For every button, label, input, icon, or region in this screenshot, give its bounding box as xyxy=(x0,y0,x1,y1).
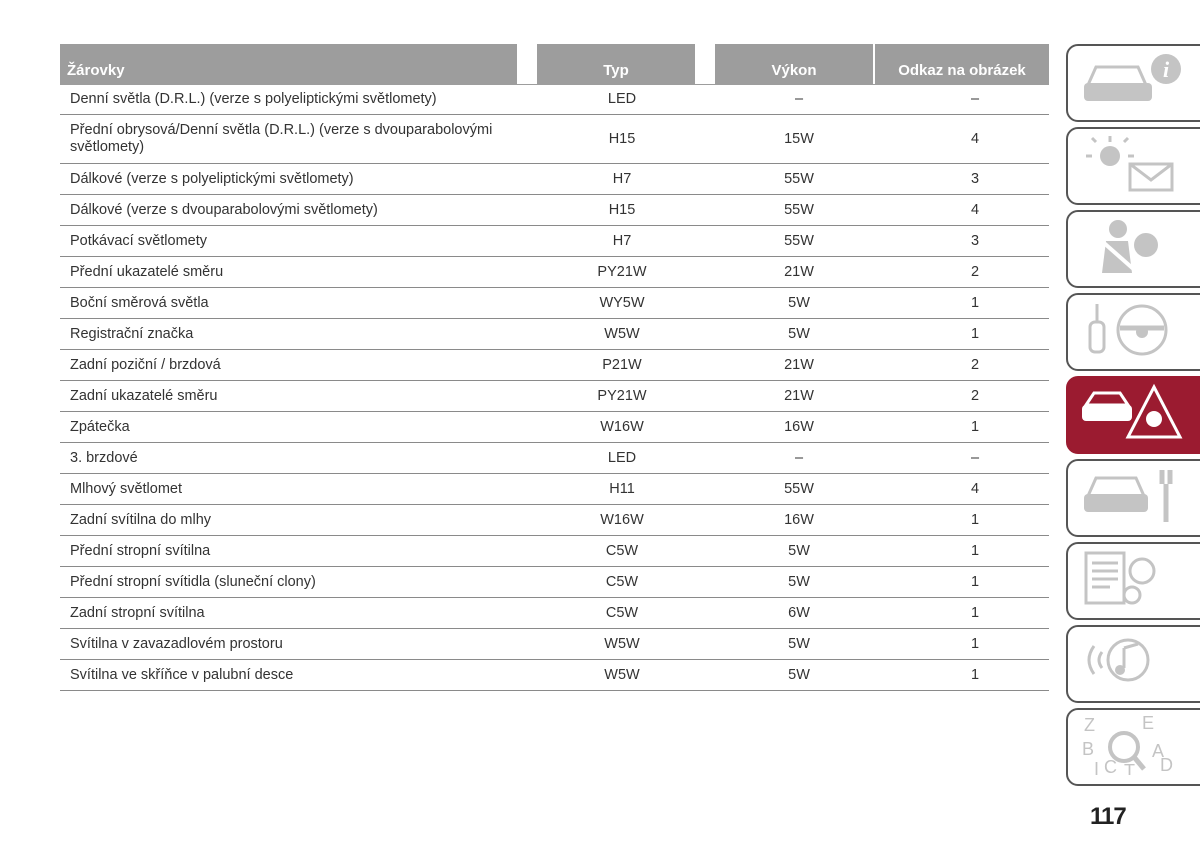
table-row xyxy=(60,567,1049,598)
svg-text:Z: Z xyxy=(1084,714,1095,735)
table-row xyxy=(60,288,1049,319)
table-row xyxy=(60,629,1049,660)
svg-text:A: A xyxy=(1152,740,1165,761)
section-tab[interactable] xyxy=(1066,44,1200,122)
bulb-type: C5W xyxy=(605,543,639,559)
table-row xyxy=(60,84,1049,115)
section-tab[interactable] xyxy=(1066,542,1200,620)
bulb-type: W16W xyxy=(600,419,644,435)
alphabetical-index-icon xyxy=(1080,715,1190,780)
bulb-type: C5W xyxy=(605,574,639,590)
section-tab[interactable] xyxy=(1066,459,1200,537)
svg-text:D: D xyxy=(1160,754,1173,775)
figure-ref: 1 xyxy=(970,419,980,435)
table-row xyxy=(60,195,1049,226)
bulb-type: C5W xyxy=(605,605,639,621)
bulb-power: 21W xyxy=(784,357,814,373)
bulb-type: W5W xyxy=(604,326,640,342)
bulb-power: 5W xyxy=(788,543,810,559)
bulb-name: Přední stropní svítidla (sluneční clony) xyxy=(70,573,316,590)
header-figure-ref: Odkaz na obrázek xyxy=(875,44,1049,84)
header-bulbs: Žárovky xyxy=(60,44,517,84)
bulb-name: Přední obrysová/Denní světla (D.R.L.) (verze s dvouparabolovými světlomety) xyxy=(70,122,493,155)
bulb-power: 21W xyxy=(784,264,814,280)
figure-ref: 4 xyxy=(970,131,980,147)
bulb-power: 55W xyxy=(784,233,814,249)
figure-ref: – xyxy=(970,450,980,466)
table-row xyxy=(60,257,1049,288)
car-info-icon xyxy=(1080,51,1190,116)
bulb-type: LED xyxy=(607,91,637,107)
bulb-type: LED xyxy=(607,450,637,466)
table-row xyxy=(60,598,1049,629)
bulb-power: 16W xyxy=(784,419,814,435)
svg-text:C: C xyxy=(1104,756,1117,775)
bulb-name: Přední stropní svítilna xyxy=(70,542,211,559)
bulb-type: WY5W xyxy=(599,295,645,311)
table-body xyxy=(60,84,1049,691)
section-tab[interactable] xyxy=(1066,293,1200,371)
figure-ref: 1 xyxy=(970,326,980,342)
figure-ref: 2 xyxy=(970,388,980,404)
car-maintenance-icon xyxy=(1080,466,1190,531)
table-row xyxy=(60,474,1049,505)
bulb-power: 21W xyxy=(784,388,814,404)
bulb-name: 3. brzdové xyxy=(70,449,138,466)
bulb-power: 16W xyxy=(784,512,814,528)
bulb-name: Dálkové (verze s polyeliptickými světlomety) xyxy=(70,170,354,187)
section-tab[interactable] xyxy=(1066,625,1200,703)
bulb-name: Registrační značka xyxy=(70,325,194,342)
bulb-name: Zadní ukazatelé směru xyxy=(70,387,218,404)
figure-ref: 3 xyxy=(970,171,980,187)
bulb-power: 15W xyxy=(784,131,814,147)
table-header xyxy=(60,44,1049,84)
technical-data-icon xyxy=(1080,549,1190,614)
figure-ref: 1 xyxy=(970,667,980,683)
table-row xyxy=(60,226,1049,257)
bulb-power: 55W xyxy=(784,202,814,218)
figure-ref: – xyxy=(970,91,980,107)
table-row xyxy=(60,164,1049,195)
bulb-power: 5W xyxy=(788,574,810,590)
bulb-power: 55W xyxy=(784,481,814,497)
bulb-name: Potkávací světlomety xyxy=(70,232,207,249)
figure-ref: 1 xyxy=(970,636,980,652)
svg-text:i: i xyxy=(1162,56,1170,82)
bulb-type: P21W xyxy=(602,357,642,373)
figure-ref: 1 xyxy=(970,605,980,621)
figure-ref: 3 xyxy=(970,233,980,249)
table-row xyxy=(60,319,1049,350)
figure-ref: 4 xyxy=(970,202,980,218)
bulb-type: H15 xyxy=(608,202,636,218)
figure-ref: 2 xyxy=(970,357,980,373)
table-row xyxy=(60,660,1049,691)
table-row xyxy=(60,350,1049,381)
bulb-type: PY21W xyxy=(597,388,647,404)
table-row xyxy=(60,505,1049,536)
bulb-power: 5W xyxy=(788,667,810,683)
svg-text:B: B xyxy=(1082,738,1095,759)
section-tab[interactable] xyxy=(1066,210,1200,288)
svg-text:I: I xyxy=(1094,758,1100,775)
bulb-name: Dálkové (verze s dvouparabolovými světlomety) xyxy=(70,201,378,218)
bulb-name: Svítilna v zavazadlovém prostoru xyxy=(70,635,283,652)
bulb-name: Zadní svítilna do mlhy xyxy=(70,511,212,528)
bulb-name: Mlhový světlomet xyxy=(70,480,183,497)
table-row xyxy=(60,115,1049,164)
section-tab[interactable] xyxy=(1066,376,1200,454)
figure-ref: 1 xyxy=(970,512,980,528)
header-type: Typ xyxy=(537,44,695,84)
bulb-power: – xyxy=(794,450,804,466)
svg-text:E: E xyxy=(1142,714,1155,733)
key-steering-wheel-icon xyxy=(1080,300,1190,365)
bulb-table xyxy=(60,44,1049,691)
table-row xyxy=(60,381,1049,412)
figure-ref: 1 xyxy=(970,295,980,311)
bulb-power: – xyxy=(794,91,804,107)
bulb-name: Denní světla (D.R.L.) (verze s polyeliptickými světlomety) xyxy=(70,90,437,107)
warning-lights-icon xyxy=(1080,134,1190,199)
bulb-type: H11 xyxy=(609,481,635,497)
bulb-name: Svítilna ve skříňce v palubní desce xyxy=(70,666,294,683)
bulb-power: 5W xyxy=(788,636,810,652)
svg-text:T: T xyxy=(1124,760,1135,775)
bulb-name: Zadní poziční / brzdová xyxy=(70,356,221,373)
bulb-type: W5W xyxy=(604,636,640,652)
bulb-type: H7 xyxy=(612,233,632,249)
table-row xyxy=(60,443,1049,474)
bulb-type: PY21W xyxy=(597,264,647,280)
bulb-name: Boční směrová světla xyxy=(70,294,209,311)
bulb-power: 6W xyxy=(788,605,810,621)
bulb-type: H7 xyxy=(612,171,632,187)
figure-ref: 1 xyxy=(970,543,980,559)
multimedia-icon xyxy=(1080,632,1190,697)
bulb-type: W5W xyxy=(604,667,640,683)
bulb-type: W16W xyxy=(600,512,644,528)
figure-ref: 4 xyxy=(970,481,980,497)
bulb-power: 5W xyxy=(788,295,810,311)
bulb-name: Zpátečka xyxy=(70,418,130,435)
bulb-name: Zadní stropní svítilna xyxy=(70,604,205,621)
table-row xyxy=(60,412,1049,443)
safety-airbag-icon xyxy=(1080,217,1190,282)
bulb-power: 55W xyxy=(784,171,814,187)
bulb-power: 5W xyxy=(788,326,810,342)
header-power: Výkon xyxy=(715,44,873,84)
section-tab[interactable] xyxy=(1066,127,1200,205)
bulb-name: Přední ukazatelé směru xyxy=(70,263,224,280)
page-number: 117 xyxy=(1090,803,1126,830)
bulb-type: H15 xyxy=(608,131,636,147)
emergency-triangle-icon xyxy=(1080,383,1190,448)
figure-ref: 1 xyxy=(970,574,980,590)
section-tab[interactable] xyxy=(1066,708,1200,786)
figure-ref: 2 xyxy=(970,264,980,280)
table-row xyxy=(60,536,1049,567)
